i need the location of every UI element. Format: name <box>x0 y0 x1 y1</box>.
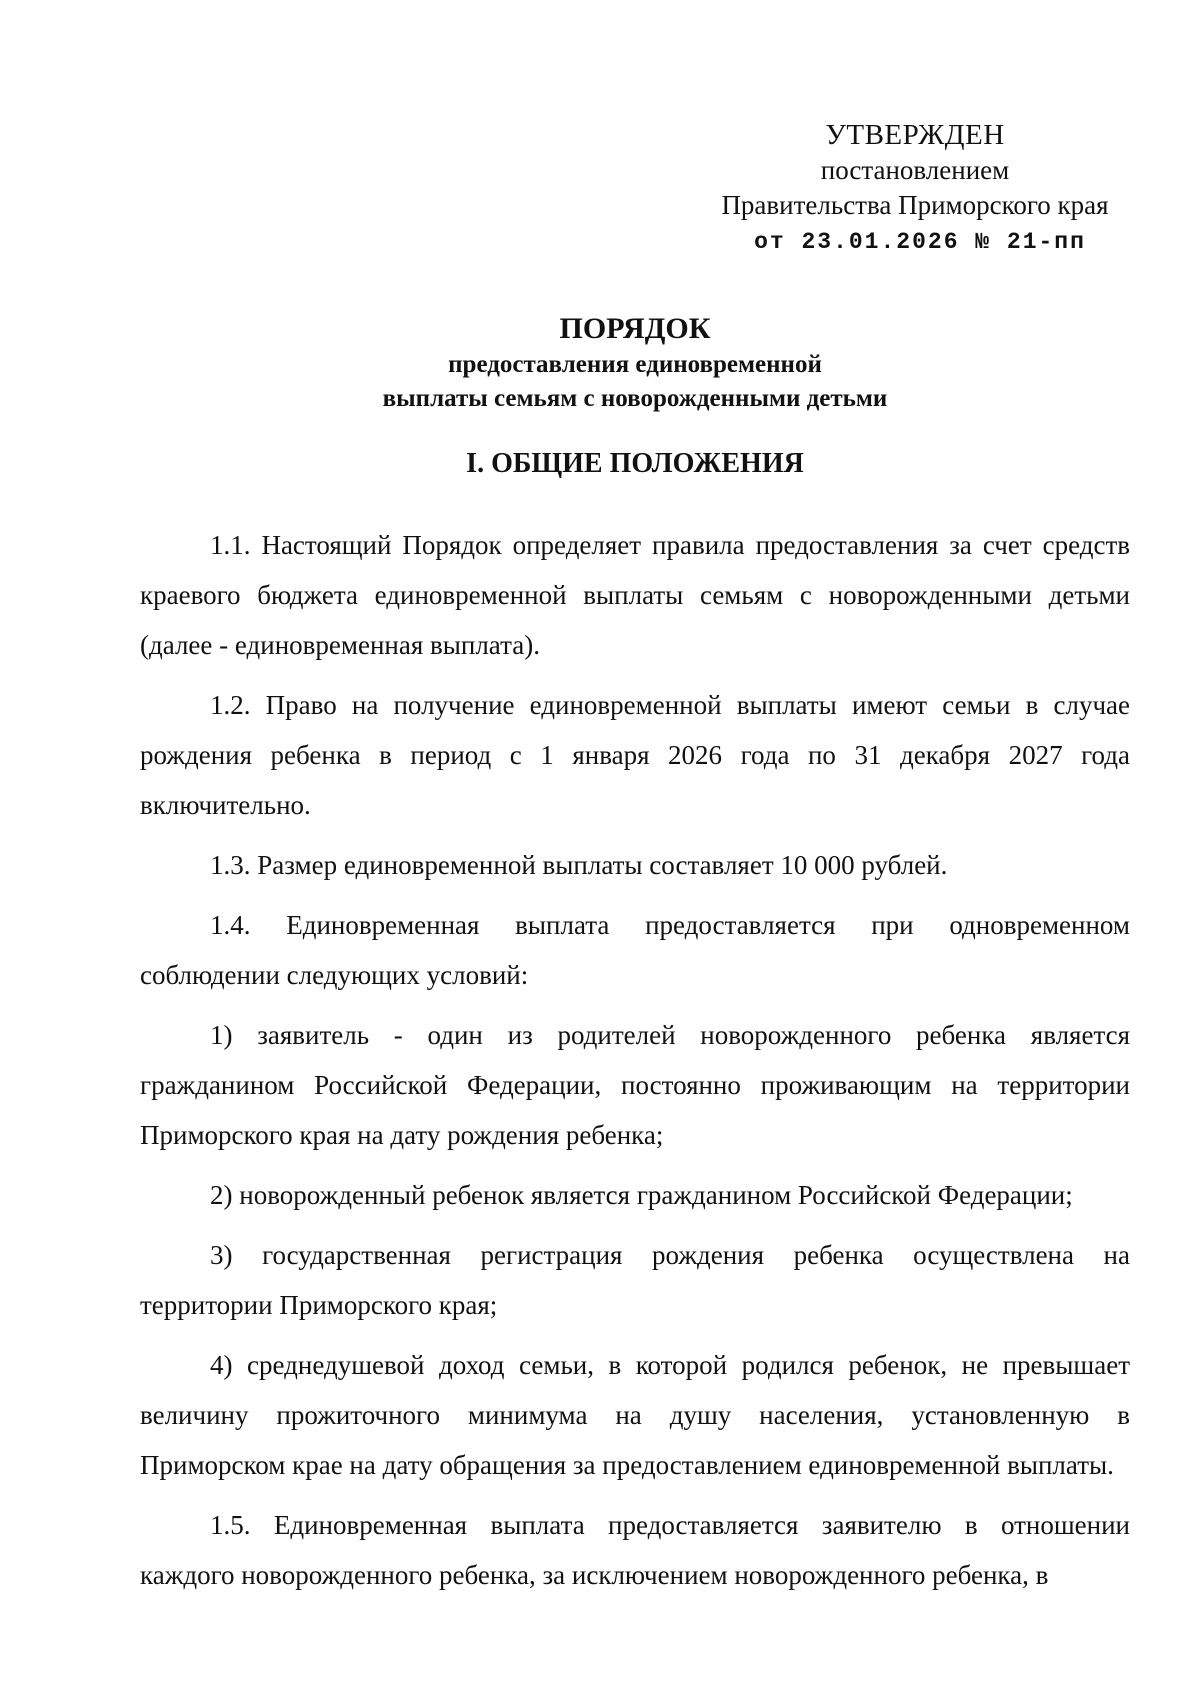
paragraph-1-4: 1.4. Единовременная выплата предоставляется при одновременном соблюдении следующих условий: <box>140 910 1130 990</box>
section-heading: I. ОБЩИЕ ПОЛОЖЕНИЯ <box>466 448 804 479</box>
document-body <box>140 520 1130 1600</box>
list-item-condition-1: 1) заявитель - один из родителей новорожденного ребенка является гражданином Российской Федерации, постоянно проживающим на территории Приморского края на дату рождения ребенка; <box>140 1020 1130 1150</box>
document-subtitle-line-1: предоставления единовременной <box>448 351 822 378</box>
paragraph-1-3: 1.3. Размер единовременной выплаты составляет 10 000 рублей. <box>210 850 948 880</box>
approval-line-2: Правительства Приморского края <box>721 190 1109 220</box>
paragraph-1-5: 1.5. Единовременная выплата предоставляется заявителю в отношении каждого новорожденного ребенка, за исключением новорожденного ребенка, в <box>140 1510 1130 1590</box>
list-item-condition-3: 3) государственная регистрация рождения ребенка осуществлена на территории Приморского края; <box>140 1240 1130 1320</box>
approval-title: УТВЕРЖДЕН <box>825 119 1005 151</box>
approval-line-1: постановлением <box>820 155 1010 185</box>
document-title: ПОРЯДОК <box>559 312 711 345</box>
paragraph-1-1: 1.1. Настоящий Порядок определяет правила предоставления за счет средств краевого бюджета единовременной выплаты семьям с новорожденными детьми (далее - единовременная выплата). <box>140 530 1130 660</box>
paragraph-1-2: 1.2. Право на получение единовременной выплаты имеют семьи в случае рождения ребенка в период с 1 января 2026 года по 31 декабря 2027 года включительно. <box>140 690 1130 820</box>
approval-date-number: от 23.01.2026 № 21-пп <box>754 229 1086 255</box>
list-item-condition-2: 2) новорожденный ребенок является гражданином Российской Федерации; <box>210 1180 1073 1210</box>
document-subtitle-line-2: выплаты семьям с новорожденными детьми <box>382 385 888 412</box>
document-header <box>140 310 1130 416</box>
list-item-condition-4: 4) среднедушевой доход семьи, в которой родился ребенок, не превышает величину прожиточного минимума на душу населения, установленную в Приморском крае на дату обращения за предоставлением единовременной выплаты. <box>140 1350 1130 1480</box>
approval-stamp-block <box>690 118 1140 260</box>
